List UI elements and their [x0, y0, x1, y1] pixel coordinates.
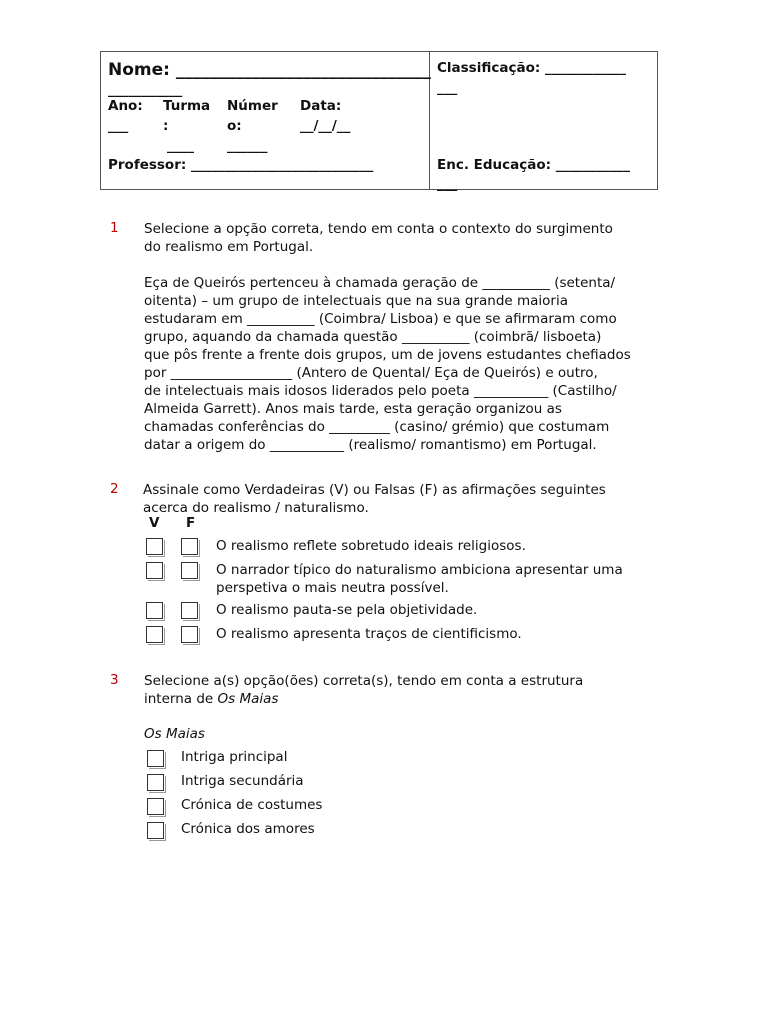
question-1-number: 1 [110, 220, 119, 236]
question-2-prompt-line: acerca do realismo / naturalismo. [143, 500, 369, 516]
prompt-text: interna de [144, 691, 218, 707]
question-3-prompt-line [144, 690, 664, 708]
question-3-number: 3 [110, 672, 119, 688]
question-2-prompt [143, 481, 663, 517]
option-4-checkbox[interactable] [147, 822, 164, 839]
data-label: Data: [300, 98, 342, 114]
passage-line: de intelectuais mais idosos liderados pelo poeta ___________ (Castilho/ [144, 383, 617, 399]
passage-line: oitenta) – um grupo de intelectuais que na sua grande maioria [144, 293, 568, 309]
book-title: Os Maias [217, 691, 279, 707]
numero-label-cont: o: [227, 118, 242, 134]
passage-line: chamadas conferências do _________ (casino/ grémio) que costumam [144, 419, 610, 435]
passage-line: Almeida Garrett). Anos mais tarde, esta geração organizou as [144, 401, 562, 417]
ano-label: Ano: [108, 98, 143, 114]
statement-2-true-checkbox[interactable] [146, 562, 163, 579]
professor-field[interactable]: Professor: ___________________________ [108, 157, 374, 173]
question-3-prompt-line: Selecione a(s) opção(ões) correta(s), tendo em conta a estrutura [144, 673, 584, 689]
ano-field[interactable]: ___ [108, 118, 129, 134]
turma-label: Turma [163, 98, 211, 114]
name-field-continuation: ___________ [108, 82, 183, 98]
turma-colon: : [163, 118, 169, 134]
statement-4-false-checkbox[interactable] [181, 626, 198, 643]
classificacao-field-continuation: ___ [437, 80, 458, 96]
passage-line: por __________________ (Antero de Quental/ Eça de Queirós) e outro, [144, 365, 598, 381]
question-2-prompt-line: Assinale como Verdadeiras (V) ou Falsas (F) as afirmações seguintes [143, 482, 606, 498]
passage-line: que pôs frente a frente dois grupos, um de jovens estudantes chefiados [144, 347, 631, 363]
passage-line: datar a origem do ___________ (realismo/ romantismo) em Portugal. [144, 437, 597, 453]
classificacao-field[interactable]: Classificação: ____________ [437, 60, 626, 76]
question-2-number: 2 [110, 481, 119, 497]
passage-line: estudaram em __________ (Coimbra/ Lisboa) e que se afirmaram como [144, 311, 617, 327]
option-1-checkbox[interactable] [147, 750, 164, 767]
question-3-prompt [144, 672, 664, 708]
option-2-label: Intriga secundária [181, 773, 304, 789]
statement-1-true-checkbox[interactable] [146, 538, 163, 555]
question-1-prompt [144, 220, 664, 256]
question-1-prompt-line: do realismo em Portugal. [144, 239, 314, 255]
data-field[interactable]: __/__/__ [300, 118, 351, 134]
statement-2-false-checkbox[interactable] [181, 562, 198, 579]
option-3-label: Crónica de costumes [181, 797, 323, 813]
true-column-label: V [149, 515, 160, 531]
turma-field[interactable]: ____ [167, 138, 194, 154]
enc-educacao-field[interactable]: Enc. Educação: ___________ [437, 157, 631, 173]
options-heading: Os Maias [144, 726, 205, 742]
statement-2-continuation: perspetiva o mais neutra possível. [216, 580, 449, 596]
statement-1: O realismo reflete sobretudo ideais religiosos. [216, 538, 526, 554]
statement-4: O realismo apresenta traços de cientificismo. [216, 626, 522, 642]
statement-4-true-checkbox[interactable] [146, 626, 163, 643]
passage-line: Eça de Queirós pertenceu à chamada geração de __________ (setenta/ [144, 275, 616, 291]
false-column-label: F [186, 515, 196, 531]
numero-label: Númer [227, 98, 278, 114]
passage-line: grupo, aquando da chamada questão __________ (coimbrã/ lisboeta) [144, 329, 602, 345]
option-2-checkbox[interactable] [147, 774, 164, 791]
enc-educacao-field-continuation: ___ [437, 176, 458, 192]
numero-field[interactable]: ______ [227, 138, 268, 154]
option-1-label: Intriga principal [181, 749, 288, 765]
statement-2: O narrador típico do naturalismo ambiciona apresentar uma [216, 562, 623, 578]
question-1-passage [144, 274, 664, 454]
option-4-label: Crónica dos amores [181, 821, 315, 837]
question-1-prompt-line: Selecione a opção correta, tendo em conta o contexto do surgimento [144, 221, 613, 237]
statement-3-false-checkbox[interactable] [181, 602, 198, 619]
statement-3-true-checkbox[interactable] [146, 602, 163, 619]
statement-1-false-checkbox[interactable] [181, 538, 198, 555]
statement-3: O realismo pauta-se pela objetividade. [216, 602, 478, 618]
option-3-checkbox[interactable] [147, 798, 164, 815]
name-field[interactable]: Nome: ______________________________ [108, 60, 431, 80]
